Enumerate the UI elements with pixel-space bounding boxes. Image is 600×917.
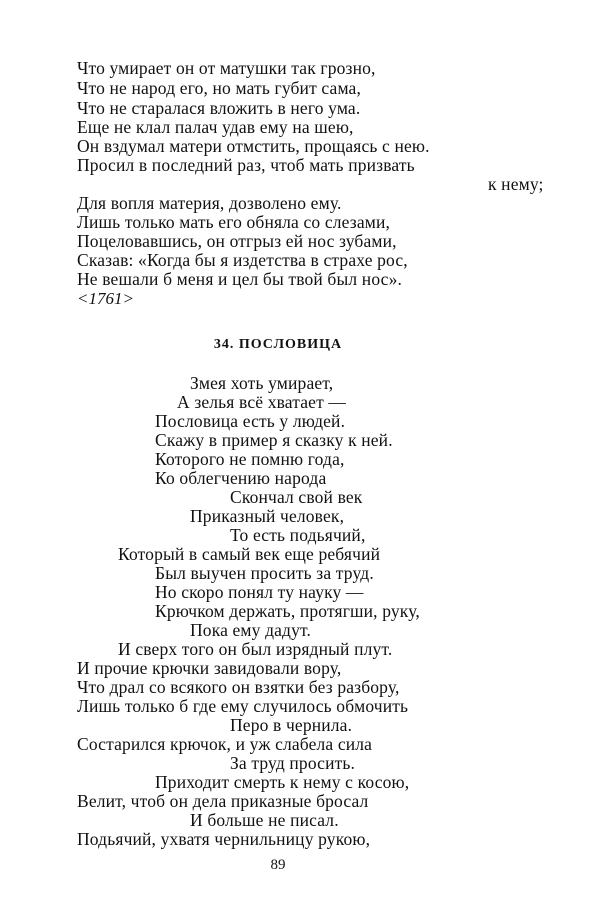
verse-line: Приходит смерть к нему с косою,	[155, 772, 410, 792]
verse-line: Еще не клал палач удав ему на шею,	[77, 117, 354, 137]
verse-line: Змея хоть умирает,	[190, 373, 334, 393]
verse-line: Что драл со всякого он взятки без разбору,	[77, 677, 400, 697]
verse-line: Велит, чтоб он дела приказные бросал	[77, 791, 369, 811]
verse-line: Скажу в пример я сказку к ней.	[155, 430, 393, 450]
verse-line: Что не старалася вложить в него ума.	[77, 98, 361, 118]
verse-line: Лишь только б где ему случилось обмочить	[77, 696, 409, 716]
verse-line: Что умирает он от матушки так грозно,	[77, 58, 376, 78]
verse-line: Скончал свой век	[230, 487, 363, 507]
verse-line: Поцеловавшись, он отгрыз ей нос зубами,	[77, 231, 397, 251]
poem-title: 34. ПОСЛОВИЦА	[213, 337, 343, 352]
verse-line: Перо в чернила.	[230, 715, 353, 735]
page-number: 89	[270, 857, 286, 873]
verse-line: Которого не помню года,	[155, 449, 345, 469]
verse-line: Сказав: «Когда бы я издетства в страхе рос,	[77, 250, 408, 270]
verse-line: Который в самый век еще ребячий	[118, 544, 381, 564]
verse-line: И прочие крючки завидовали вору,	[77, 658, 342, 678]
verse-line: За труд просить.	[230, 753, 356, 773]
verse-line: Лишь только мать его обняла со слезами,	[77, 212, 391, 232]
verse-line: Просил в последний раз, чтоб мать призвать	[77, 155, 415, 175]
verse-line: Состарился крючок, и уж слабела сила	[77, 734, 373, 754]
verse-line: Что не народ его, но мать губит сама,	[77, 78, 361, 98]
verse-line: И сверх того он был изрядный плут.	[118, 639, 393, 659]
verse-line: Пока ему дадут.	[190, 620, 312, 640]
verse-line: То есть подьячий,	[230, 525, 366, 545]
verse-line: Подьячий, ухватя чернильницу рукою,	[77, 829, 371, 849]
verse-line: И больше не писал.	[190, 810, 339, 830]
poem-date: <1761>	[77, 289, 134, 308]
verse-line: А зелья всё хватает —	[177, 392, 347, 412]
verse-line: Пословица есть у людей.	[155, 411, 346, 431]
verse-line: Крючком держать, протягши, руку,	[155, 601, 420, 621]
verse-line-continuation: к нему;	[488, 174, 544, 194]
verse-line: Был выучен просить за труд.	[155, 563, 374, 583]
verse-line: Он вздумал матери отмстить, прощаясь с нею.	[77, 136, 430, 156]
verse-line: Для вопля материя, дозволено ему.	[77, 193, 342, 213]
verse-line: Ко облегчению народа	[155, 468, 327, 488]
verse-line: Приказный человек,	[190, 506, 345, 526]
verse-line: Не вешали б меня и цел бы твой был нос».	[77, 269, 402, 289]
verse-line: Но скоро понял ту науку —	[155, 582, 364, 602]
